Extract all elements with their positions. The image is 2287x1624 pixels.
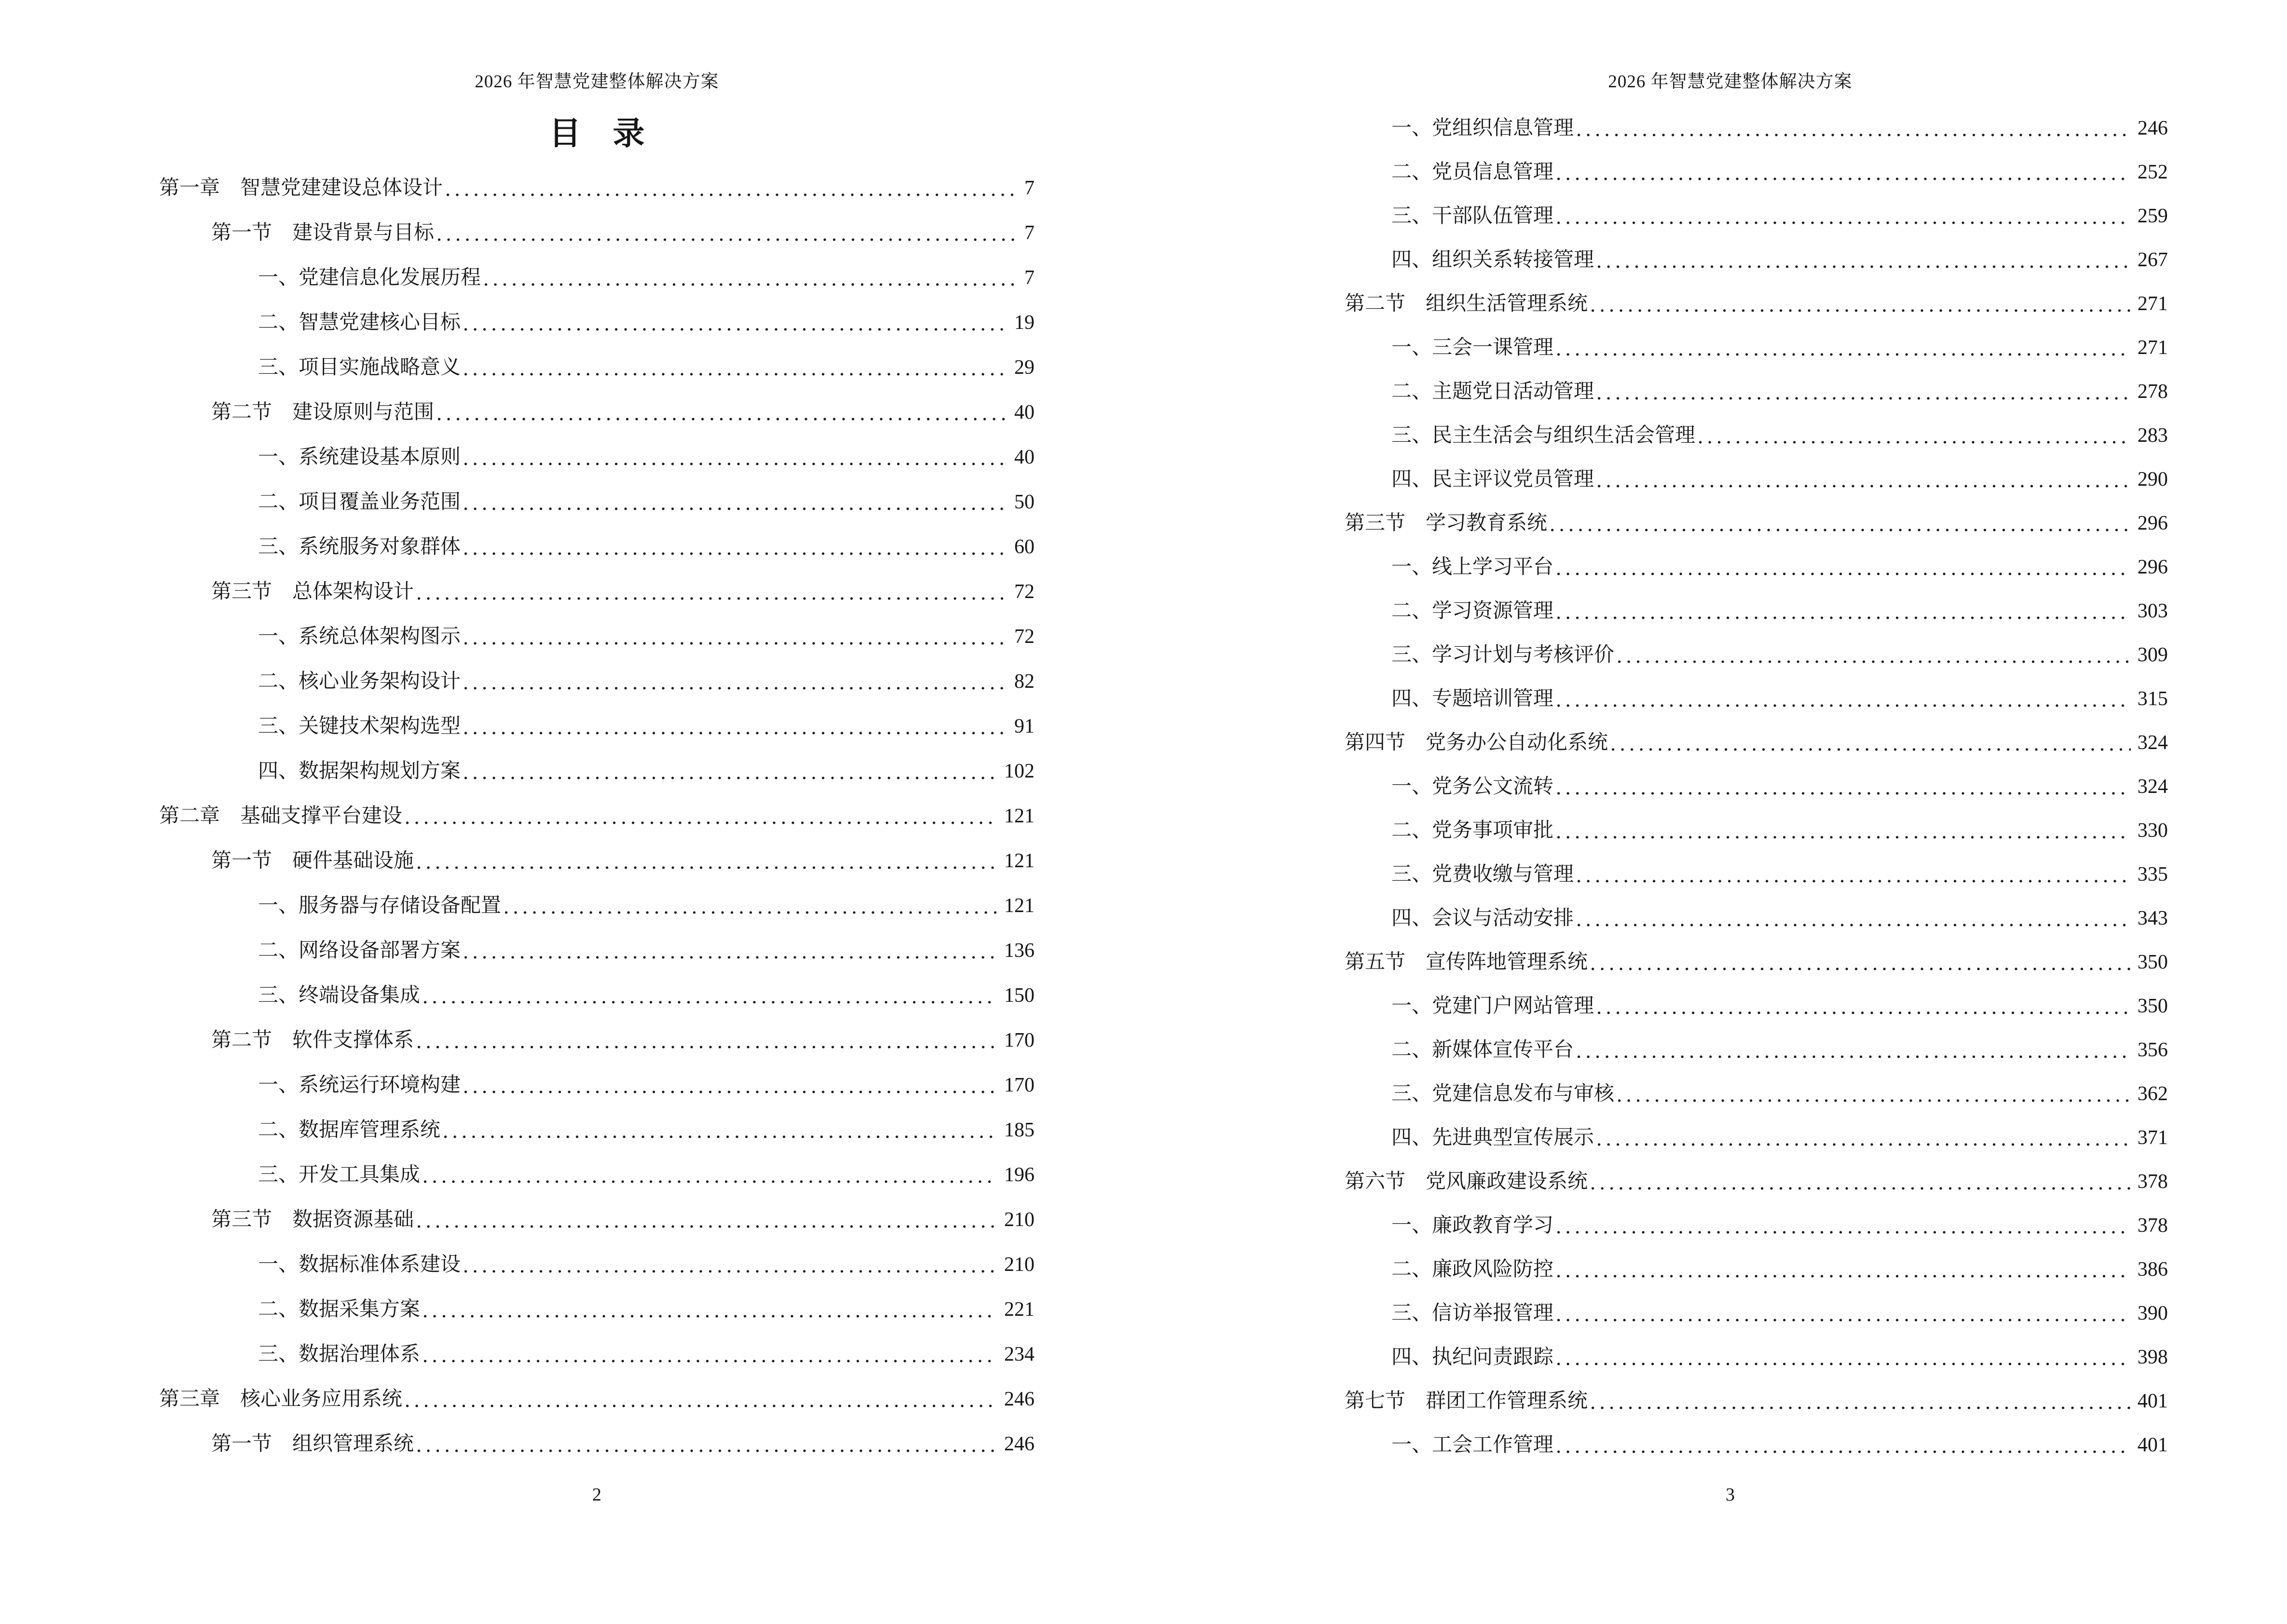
dot-leader bbox=[1557, 677, 2131, 721]
dot-leader bbox=[444, 1108, 997, 1153]
toc-entry-page-number: 386 bbox=[2137, 1258, 2168, 1281]
dot-leader bbox=[406, 794, 997, 839]
toc-entry-label: 第六节 党风廉政建设系统 bbox=[1345, 1171, 1588, 1193]
dot-leader bbox=[1551, 502, 2131, 546]
toc-entry bbox=[159, 794, 1035, 839]
toc-entry-page-number: 390 bbox=[2137, 1302, 2168, 1324]
toc-entry bbox=[1293, 677, 2168, 721]
toc-entry-page-number: 7 bbox=[1024, 222, 1035, 244]
toc-entry-page-number: 121 bbox=[1004, 850, 1035, 872]
dot-leader bbox=[464, 480, 1007, 525]
toc-entry-page-number: 91 bbox=[1014, 715, 1035, 737]
toc-entry-label: 第一节 建设背景与目标 bbox=[211, 222, 435, 244]
toc-entry-page-number: 335 bbox=[2137, 863, 2168, 886]
toc-entry bbox=[1293, 1160, 2168, 1204]
toc-entry-label: 二、数据采集方案 bbox=[258, 1298, 421, 1321]
toc-entry-label: 一、系统总体架构图示 bbox=[258, 626, 461, 648]
toc-entry-page-number: 378 bbox=[2137, 1171, 2168, 1193]
dot-leader bbox=[464, 614, 1007, 659]
toc-entry-page-number: 170 bbox=[1004, 1029, 1035, 1051]
toc-entry-page-number: 303 bbox=[2137, 600, 2168, 622]
dot-leader bbox=[1598, 238, 2131, 282]
toc-entry-page-number: 19 bbox=[1014, 312, 1035, 334]
toc-entry bbox=[159, 659, 1035, 704]
toc-entry-label: 一、系统建设基本原则 bbox=[258, 446, 461, 468]
toc-entry-label: 三、信访举报管理 bbox=[1391, 1302, 1554, 1324]
dot-leader bbox=[438, 211, 1018, 256]
toc-entry bbox=[159, 1332, 1035, 1377]
toc-entry-page-number: 309 bbox=[2137, 644, 2168, 666]
toc-entry-label: 第一节 组织管理系统 bbox=[211, 1433, 414, 1455]
toc-entry bbox=[159, 884, 1035, 928]
toc-entry-label: 四、组织关系转接管理 bbox=[1391, 249, 1594, 271]
dot-leader bbox=[424, 1153, 997, 1198]
toc-entry-label: 第四节 党务办公自动化系统 bbox=[1345, 732, 1608, 754]
toc-entry-label: 四、民主评议党员管理 bbox=[1391, 468, 1594, 491]
toc-entry bbox=[159, 973, 1035, 1018]
toc-entry bbox=[1293, 1379, 2168, 1423]
dot-leader bbox=[1578, 1028, 2131, 1072]
toc-page-right bbox=[1144, 0, 2287, 1624]
toc-entry bbox=[1293, 370, 2168, 414]
dot-leader bbox=[1618, 633, 2131, 677]
dot-leader bbox=[464, 1242, 997, 1287]
toc-entry bbox=[159, 166, 1035, 211]
toc-entry bbox=[159, 1377, 1035, 1422]
toc-entry-label: 三、关键技术架构选型 bbox=[258, 715, 461, 737]
toc-entry bbox=[159, 1287, 1035, 1332]
toc-entry-page-number: 378 bbox=[2137, 1215, 2168, 1237]
toc-entry bbox=[159, 480, 1035, 525]
toc-entry bbox=[159, 345, 1035, 390]
toc-entry-label: 第二节 组织生活管理系统 bbox=[1345, 293, 1588, 315]
toc-entry bbox=[1293, 150, 2168, 194]
dot-leader bbox=[1557, 809, 2131, 853]
toc-entry bbox=[159, 1018, 1035, 1063]
toc-entry-label: 三、终端设备集成 bbox=[258, 984, 421, 1007]
toc-entry-page-number: 362 bbox=[2137, 1083, 2168, 1105]
page-number-footer: 2 bbox=[592, 1485, 601, 1505]
toc-entry-page-number: 401 bbox=[2137, 1390, 2168, 1412]
toc-entry-label: 二、核心业务架构设计 bbox=[258, 670, 461, 693]
dot-leader bbox=[1618, 1072, 2131, 1116]
toc-entry-label: 第七节 群团工作管理系统 bbox=[1345, 1390, 1588, 1412]
toc-entry-label: 二、数据库管理系统 bbox=[258, 1119, 441, 1141]
toc-entry-label: 第二节 建设原则与范围 bbox=[211, 401, 435, 423]
toc-entry bbox=[159, 1198, 1035, 1242]
toc-entry-page-number: 398 bbox=[2137, 1346, 2168, 1368]
dot-leader bbox=[1557, 1336, 2131, 1379]
toc-entry bbox=[159, 390, 1035, 435]
dot-leader bbox=[464, 659, 1007, 704]
toc-entry bbox=[1293, 1336, 2168, 1379]
toc-entry-page-number: 40 bbox=[1014, 446, 1035, 468]
toc-entry-label: 四、专题培训管理 bbox=[1391, 688, 1554, 710]
toc-entry bbox=[1293, 458, 2168, 502]
dot-leader bbox=[1557, 546, 2131, 589]
running-header: 2026 年智慧党建整体解决方案 bbox=[1608, 72, 1852, 92]
toc-entry-page-number: 121 bbox=[1004, 895, 1035, 917]
dot-leader bbox=[1578, 897, 2131, 941]
toc-entry-label: 一、三会一课管理 bbox=[1391, 337, 1554, 359]
toc-entry-label: 四、数据架构规划方案 bbox=[258, 760, 461, 782]
toc-entry-label: 二、党务事项审批 bbox=[1391, 819, 1554, 842]
toc-entry-label: 四、会议与活动安排 bbox=[1391, 907, 1574, 929]
toc-entry bbox=[1293, 1423, 2168, 1467]
toc-entry-label: 二、廉政风险防控 bbox=[1391, 1258, 1554, 1281]
toc-entry bbox=[1293, 765, 2168, 809]
toc-entry-label: 三、党费收缴与管理 bbox=[1391, 863, 1574, 886]
toc-entry-label: 第一节 硬件基础设施 bbox=[211, 850, 414, 872]
dot-leader bbox=[1557, 765, 2131, 809]
toc-entry-page-number: 221 bbox=[1004, 1298, 1035, 1321]
dot-leader bbox=[1557, 1204, 2131, 1248]
toc-entry-label: 二、学习资源管理 bbox=[1391, 600, 1554, 622]
toc-entry-page-number: 72 bbox=[1014, 581, 1035, 603]
toc-entry-page-number: 72 bbox=[1014, 626, 1035, 648]
toc-entry-page-number: 82 bbox=[1014, 670, 1035, 693]
toc-entry bbox=[159, 525, 1035, 570]
toc-entry bbox=[159, 1153, 1035, 1198]
dot-leader bbox=[1598, 458, 2131, 502]
toc-entry-page-number: 60 bbox=[1014, 536, 1035, 558]
toc-entry-label: 一、服务器与存储设备配置 bbox=[258, 895, 502, 917]
toc-entry-page-number: 271 bbox=[2137, 293, 2168, 315]
dot-leader bbox=[1557, 589, 2131, 633]
toc-entry bbox=[159, 1242, 1035, 1287]
toc-entry-page-number: 185 bbox=[1004, 1119, 1035, 1141]
toc-entry bbox=[159, 570, 1035, 614]
toc-entry-page-number: 210 bbox=[1004, 1209, 1035, 1231]
dot-leader bbox=[1592, 941, 2131, 984]
toc-entry bbox=[159, 614, 1035, 659]
dot-leader bbox=[1557, 1248, 2131, 1292]
toc-entry bbox=[1293, 326, 2168, 370]
toc-entry-page-number: 246 bbox=[1004, 1388, 1035, 1410]
toc-entry bbox=[1293, 853, 2168, 897]
dot-leader bbox=[424, 1287, 997, 1332]
toc-entry bbox=[159, 435, 1035, 480]
toc-entry-page-number: 50 bbox=[1014, 491, 1035, 513]
toc-entry bbox=[1293, 1028, 2168, 1072]
toc-entry-page-number: 7 bbox=[1024, 177, 1035, 199]
page-number-footer: 3 bbox=[1726, 1485, 1735, 1505]
dot-leader bbox=[464, 1063, 997, 1108]
toc-entry bbox=[1293, 1204, 2168, 1248]
toc-entry-page-number: 150 bbox=[1004, 984, 1035, 1007]
toc-entry-page-number: 330 bbox=[2137, 819, 2168, 842]
toc-entry-label: 二、智慧党建核心目标 bbox=[258, 312, 461, 334]
toc-entry-page-number: 278 bbox=[2137, 381, 2168, 403]
toc-entry-page-number: 246 bbox=[1004, 1433, 1035, 1455]
toc-entry-page-number: 259 bbox=[2137, 205, 2168, 227]
toc-entry-page-number: 324 bbox=[2137, 732, 2168, 754]
dot-leader bbox=[1557, 150, 2131, 194]
toc-entry bbox=[1293, 633, 2168, 677]
toc-entry-page-number: 246 bbox=[2137, 117, 2168, 139]
dot-leader bbox=[438, 390, 1007, 435]
toc-entry bbox=[1293, 107, 2168, 150]
toc-entry bbox=[1293, 941, 2168, 984]
toc-entry bbox=[1293, 721, 2168, 765]
toc-entry bbox=[1293, 546, 2168, 589]
toc-list-right bbox=[1293, 107, 2168, 1467]
dot-leader bbox=[1598, 984, 2131, 1028]
toc-entry-page-number: 210 bbox=[1004, 1254, 1035, 1276]
dot-leader bbox=[418, 839, 997, 884]
dot-leader bbox=[505, 884, 997, 928]
toc-entry-label: 二、新媒体宣传平台 bbox=[1391, 1039, 1574, 1061]
toc-entry-page-number: 356 bbox=[2137, 1039, 2168, 1061]
toc-entry bbox=[159, 300, 1035, 345]
dot-leader bbox=[1598, 1116, 2131, 1160]
toc-entry-label: 三、开发工具集成 bbox=[258, 1164, 421, 1186]
dot-leader bbox=[1578, 853, 2131, 897]
toc-entry bbox=[1293, 282, 2168, 326]
toc-entry-page-number: 290 bbox=[2137, 468, 2168, 491]
toc-entry-label: 一、党务公文流转 bbox=[1391, 776, 1554, 798]
toc-entry bbox=[159, 1063, 1035, 1108]
toc-entry-label: 一、数据标准体系建设 bbox=[258, 1254, 461, 1276]
toc-entry-label: 第三节 数据资源基础 bbox=[211, 1209, 414, 1231]
toc-entry bbox=[1293, 809, 2168, 853]
dot-leader bbox=[1592, 282, 2131, 326]
dot-leader bbox=[1557, 1423, 2131, 1467]
toc-entry-page-number: 40 bbox=[1014, 401, 1035, 423]
toc-entry-label: 第二章 基础支撑平台建设 bbox=[159, 805, 403, 827]
dot-leader bbox=[447, 166, 1018, 211]
toc-entry-page-number: 350 bbox=[2137, 951, 2168, 973]
toc-entry-label: 二、党员信息管理 bbox=[1391, 161, 1554, 183]
dot-leader bbox=[418, 1422, 997, 1467]
toc-entry-page-number: 121 bbox=[1004, 805, 1035, 827]
toc-title: 目 录 bbox=[549, 116, 645, 151]
dot-leader bbox=[464, 749, 997, 794]
dot-leader bbox=[406, 1377, 997, 1422]
dot-leader bbox=[1699, 414, 2131, 458]
toc-entry-page-number: 234 bbox=[1004, 1343, 1035, 1365]
toc-entry-label: 第一章 智慧党建建设总体设计 bbox=[159, 177, 443, 199]
toc-entry bbox=[159, 704, 1035, 749]
toc-entry-page-number: 7 bbox=[1024, 267, 1035, 289]
toc-entry bbox=[159, 928, 1035, 973]
toc-entry-label: 二、网络设备部署方案 bbox=[258, 940, 461, 962]
toc-entry bbox=[159, 839, 1035, 884]
toc-list-left bbox=[159, 166, 1035, 1467]
toc-entry-label: 三、数据治理体系 bbox=[258, 1343, 421, 1365]
toc-entry-page-number: 296 bbox=[2137, 512, 2168, 534]
toc-entry bbox=[1293, 984, 2168, 1028]
dot-leader bbox=[1557, 1292, 2131, 1336]
dot-leader bbox=[1612, 721, 2131, 765]
toc-entry-page-number: 315 bbox=[2137, 688, 2168, 710]
toc-entry bbox=[1293, 1248, 2168, 1292]
dot-leader bbox=[464, 300, 1007, 345]
toc-entry bbox=[1293, 194, 2168, 238]
toc-entry-label: 一、党建信息化发展历程 bbox=[258, 267, 481, 289]
toc-entry-label: 三、党建信息发布与审核 bbox=[1391, 1083, 1615, 1105]
toc-entry bbox=[1293, 502, 2168, 546]
toc-entry-page-number: 401 bbox=[2137, 1434, 2168, 1456]
toc-entry-label: 二、项目覆盖业务范围 bbox=[258, 491, 461, 513]
dot-leader bbox=[464, 345, 1007, 390]
toc-entry-page-number: 102 bbox=[1004, 760, 1035, 782]
toc-entry bbox=[159, 749, 1035, 794]
toc-entry-label: 第三节 总体架构设计 bbox=[211, 581, 414, 603]
toc-entry-label: 一、线上学习平台 bbox=[1391, 556, 1554, 578]
dot-leader bbox=[1578, 107, 2131, 150]
dot-leader bbox=[1598, 370, 2131, 414]
toc-entry bbox=[1293, 1116, 2168, 1160]
running-header: 2026 年智慧党建整体解决方案 bbox=[475, 72, 719, 92]
toc-entry-page-number: 296 bbox=[2137, 556, 2168, 578]
dot-leader bbox=[424, 973, 997, 1018]
toc-entry bbox=[1293, 589, 2168, 633]
dot-leader bbox=[464, 928, 997, 973]
toc-entry-label: 第二节 软件支撑体系 bbox=[211, 1029, 414, 1051]
toc-entry-label: 一、工会工作管理 bbox=[1391, 1434, 1554, 1456]
toc-entry-label: 一、党建门户网站管理 bbox=[1391, 995, 1594, 1017]
toc-entry-page-number: 324 bbox=[2137, 776, 2168, 798]
toc-entry-page-number: 371 bbox=[2137, 1127, 2168, 1149]
toc-entry bbox=[1293, 1292, 2168, 1336]
dot-leader bbox=[1557, 326, 2131, 370]
toc-entry-page-number: 267 bbox=[2137, 249, 2168, 271]
toc-entry-page-number: 343 bbox=[2137, 907, 2168, 929]
dot-leader bbox=[1557, 194, 2131, 238]
toc-entry-page-number: 29 bbox=[1014, 356, 1035, 379]
dot-leader bbox=[464, 525, 1007, 570]
toc-entry-label: 一、系统运行环境构建 bbox=[258, 1074, 461, 1096]
toc-entry-page-number: 283 bbox=[2137, 424, 2168, 447]
toc-entry-label: 第三节 学习教育系统 bbox=[1345, 512, 1548, 534]
dot-leader bbox=[485, 256, 1018, 300]
toc-entry-page-number: 252 bbox=[2137, 161, 2168, 183]
toc-entry-label: 四、执纪问责跟踪 bbox=[1391, 1346, 1554, 1368]
toc-entry-label: 一、廉政教育学习 bbox=[1391, 1215, 1554, 1237]
toc-entry bbox=[159, 211, 1035, 256]
toc-entry-label: 三、系统服务对象群体 bbox=[258, 536, 461, 558]
toc-entry bbox=[159, 256, 1035, 300]
toc-entry-label: 第五节 宣传阵地管理系统 bbox=[1345, 951, 1588, 973]
toc-entry-label: 第三章 核心业务应用系统 bbox=[159, 1388, 403, 1410]
toc-entry-label: 四、先进典型宣传展示 bbox=[1391, 1127, 1594, 1149]
toc-entry bbox=[1293, 238, 2168, 282]
toc-entry-page-number: 271 bbox=[2137, 337, 2168, 359]
toc-entry-page-number: 136 bbox=[1004, 940, 1035, 962]
toc-entry bbox=[159, 1108, 1035, 1153]
toc-entry-page-number: 196 bbox=[1004, 1164, 1035, 1186]
dot-leader bbox=[464, 704, 1007, 749]
toc-entry-label: 三、学习计划与考核评价 bbox=[1391, 644, 1615, 666]
toc-entry-label: 二、主题党日活动管理 bbox=[1391, 381, 1594, 403]
toc-entry-page-number: 170 bbox=[1004, 1074, 1035, 1096]
dot-leader bbox=[418, 570, 1007, 614]
dot-leader bbox=[424, 1332, 997, 1377]
toc-entry bbox=[1293, 414, 2168, 458]
toc-entry-label: 一、党组织信息管理 bbox=[1391, 117, 1574, 139]
toc-entry bbox=[1293, 1072, 2168, 1116]
toc-entry-page-number: 350 bbox=[2137, 995, 2168, 1017]
toc-entry-label: 三、干部队伍管理 bbox=[1391, 205, 1554, 227]
toc-entry-label: 三、项目实施战略意义 bbox=[258, 356, 461, 379]
toc-entry-label: 三、民主生活会与组织生活会管理 bbox=[1391, 424, 1696, 447]
dot-leader bbox=[418, 1018, 997, 1063]
dot-leader bbox=[1592, 1379, 2131, 1423]
toc-entry bbox=[159, 1422, 1035, 1467]
dot-leader bbox=[418, 1198, 997, 1242]
dot-leader bbox=[1592, 1160, 2131, 1204]
dot-leader bbox=[464, 435, 1007, 480]
toc-entry bbox=[1293, 897, 2168, 941]
